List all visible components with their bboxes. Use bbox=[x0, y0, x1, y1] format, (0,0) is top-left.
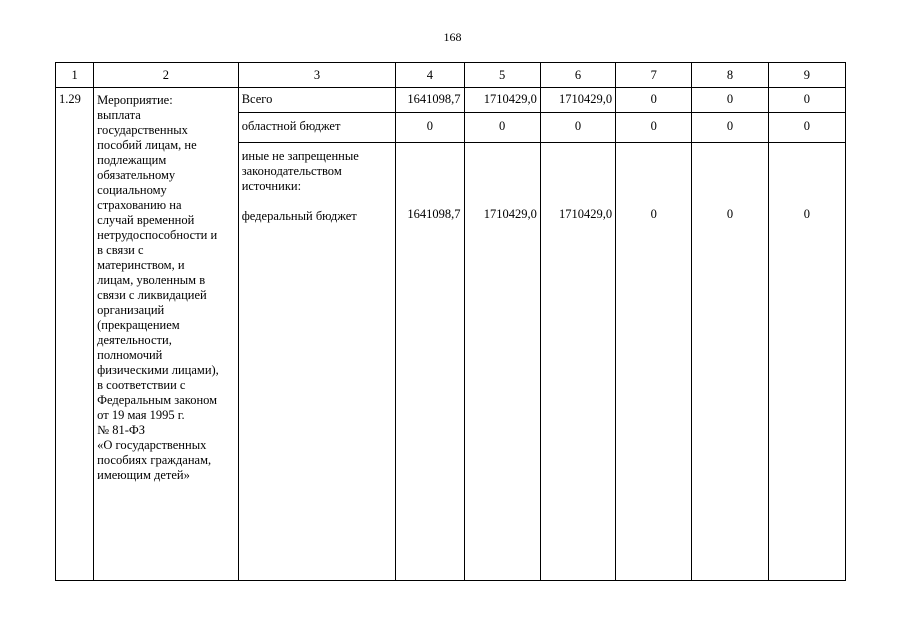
regional-value-col7: 0 bbox=[616, 113, 692, 143]
funding-source-other-cell bbox=[238, 143, 396, 581]
total-value-col8: 0 bbox=[692, 88, 768, 113]
header-cell-6: 6 bbox=[540, 63, 615, 88]
page-number: 168 bbox=[443, 30, 462, 44]
regional-value-col6: 0 bbox=[540, 113, 615, 143]
federal-value-col5: 1710429,0 bbox=[483, 207, 537, 221]
regional-value-col5: 0 bbox=[464, 113, 540, 143]
table-header-row bbox=[56, 63, 846, 88]
federal-value-col9: 0 bbox=[803, 207, 810, 221]
federal-value-col8-cell bbox=[692, 143, 768, 581]
header-cell-8: 8 bbox=[692, 63, 768, 88]
federal-value-col5-cell bbox=[464, 143, 540, 581]
funding-source-regional: областной бюджет bbox=[238, 113, 396, 143]
total-value-col6: 1710429,0 bbox=[540, 88, 615, 113]
federal-value-col7: 0 bbox=[650, 207, 657, 221]
total-value-col9: 0 bbox=[768, 88, 845, 113]
total-value-col4: 1641098,7 bbox=[396, 88, 464, 113]
header-cell-1: 1 bbox=[56, 63, 94, 88]
event-description-cell bbox=[94, 88, 239, 581]
federal-value-col6-cell bbox=[540, 143, 615, 581]
total-value-col7: 0 bbox=[616, 88, 692, 113]
header-cell-2: 2 bbox=[94, 63, 239, 88]
table-row-total bbox=[56, 88, 846, 113]
row-index-cell bbox=[56, 88, 94, 581]
federal-value-col6: 1710429,0 bbox=[558, 207, 613, 221]
event-description: Мероприятие: выплата государственных пособий лицам, не подлежащим обязательному социальному страхованию на случай временной нетрудоспособности и в связи с материнством, и лицам, уволенным в связи с ликвидацией организаций (прекращением деятельности, полномочий физическими лицами), в соответствии с Федеральным законом от 19 мая 1995 г. № 81-ФЗ «О государственных пособиях гражданам, имеющим детей» bbox=[97, 93, 219, 482]
header-cell-4: 4 bbox=[396, 63, 464, 88]
federal-value-col8: 0 bbox=[726, 207, 734, 221]
total-value-col5: 1710429,0 bbox=[464, 88, 540, 113]
regional-value-col4: 0 bbox=[396, 113, 464, 143]
header-cell-3: 3 bbox=[238, 63, 396, 88]
federal-value-col4: 1641098,7 bbox=[407, 207, 461, 221]
header-cell-7: 7 bbox=[616, 63, 692, 88]
row-index: 1.29 bbox=[59, 92, 81, 106]
funding-source-total: Всего bbox=[238, 88, 396, 113]
funding-source-federal: федеральный бюджет bbox=[241, 209, 357, 223]
federal-value-col9-cell bbox=[768, 143, 845, 581]
federal-value-col7-cell bbox=[616, 143, 692, 581]
funding-source-other: иные не запрещенные законодательством источники: bbox=[241, 149, 359, 193]
header-cell-5: 5 bbox=[464, 63, 540, 88]
federal-value-col4-cell bbox=[396, 143, 464, 581]
header-cell-9: 9 bbox=[768, 63, 845, 88]
regional-value-col8: 0 bbox=[692, 113, 768, 143]
regional-value-col9: 0 bbox=[768, 113, 845, 143]
budget-table bbox=[55, 62, 846, 581]
